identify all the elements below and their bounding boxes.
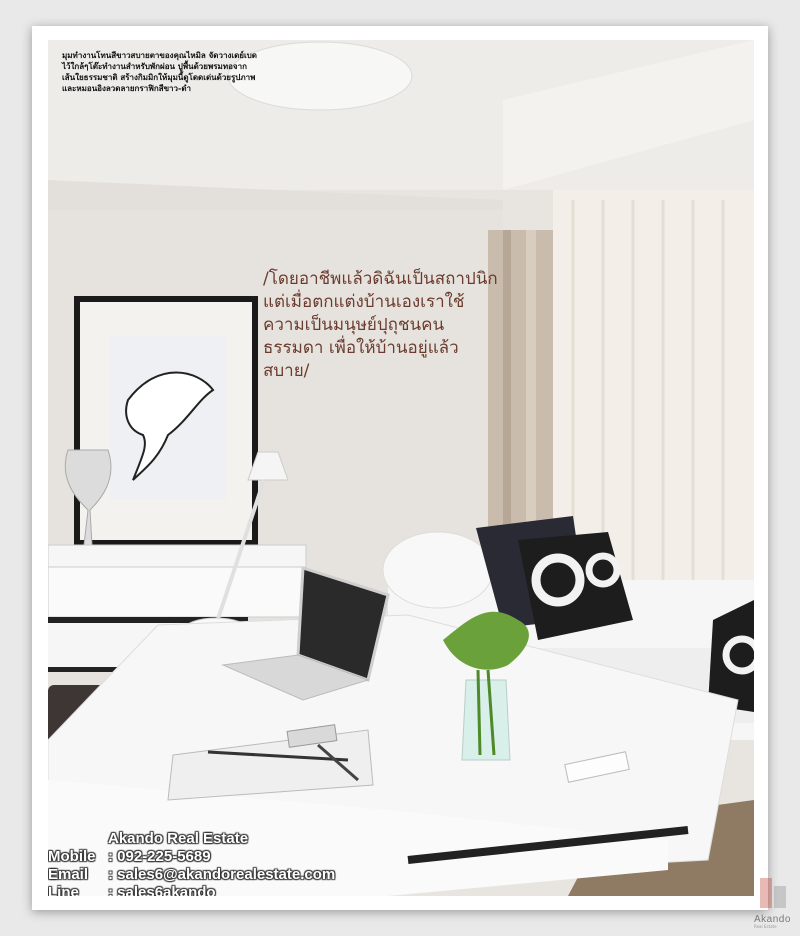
room-illustration (48, 40, 754, 896)
watermark-brand: Akando Real Estate (108, 830, 249, 847)
mobile-value: : 092-225-5689 (108, 848, 211, 865)
corner-logo-name: Akando (754, 914, 791, 925)
photo-caption: มุมทำงานโทนสีขาวสบายตาของคุณไหมิล จัดวางเดย์เบดไว้ใกล้ๆโต๊ะทำงานสำหรับพักผ่อน ปูพื้นด้วยพรมทอจากเส้นใยธรรมชาติ สร้างกิมมิกให้มุมนี้ดูโดดเด่นด้วยรูปภาพ และหมอนอิงลวดลายกราฟิกสีขาว-ดำ (62, 51, 257, 93)
watermark-mobile-row (48, 848, 335, 866)
line-value: : sales6akando (108, 884, 216, 896)
mobile-label: Mobile (48, 848, 96, 865)
contact-watermark (48, 830, 335, 896)
pull-quote: /โดยอาชีพแล้วดิฉันเป็นสถาปนิก แต่เมื่อตกแต่งบ้านเองเราใช้ความเป็นมนุษย์ปุถุชนคนธรรมดา เพื่อให้บ้านอยู่แล้วสบาย/ (263, 269, 498, 381)
watermark-line-row (48, 884, 335, 896)
watermark-email-row (48, 866, 335, 884)
email-label: Email (48, 866, 89, 883)
akando-corner-logo (752, 872, 800, 928)
building-logo-icon (752, 872, 796, 912)
room-photo (48, 40, 754, 896)
email-value: : sales6@akandorealestate.com (108, 866, 336, 883)
line-label: Line (48, 884, 79, 896)
corner-logo-tagline: Real Estate (754, 924, 777, 929)
